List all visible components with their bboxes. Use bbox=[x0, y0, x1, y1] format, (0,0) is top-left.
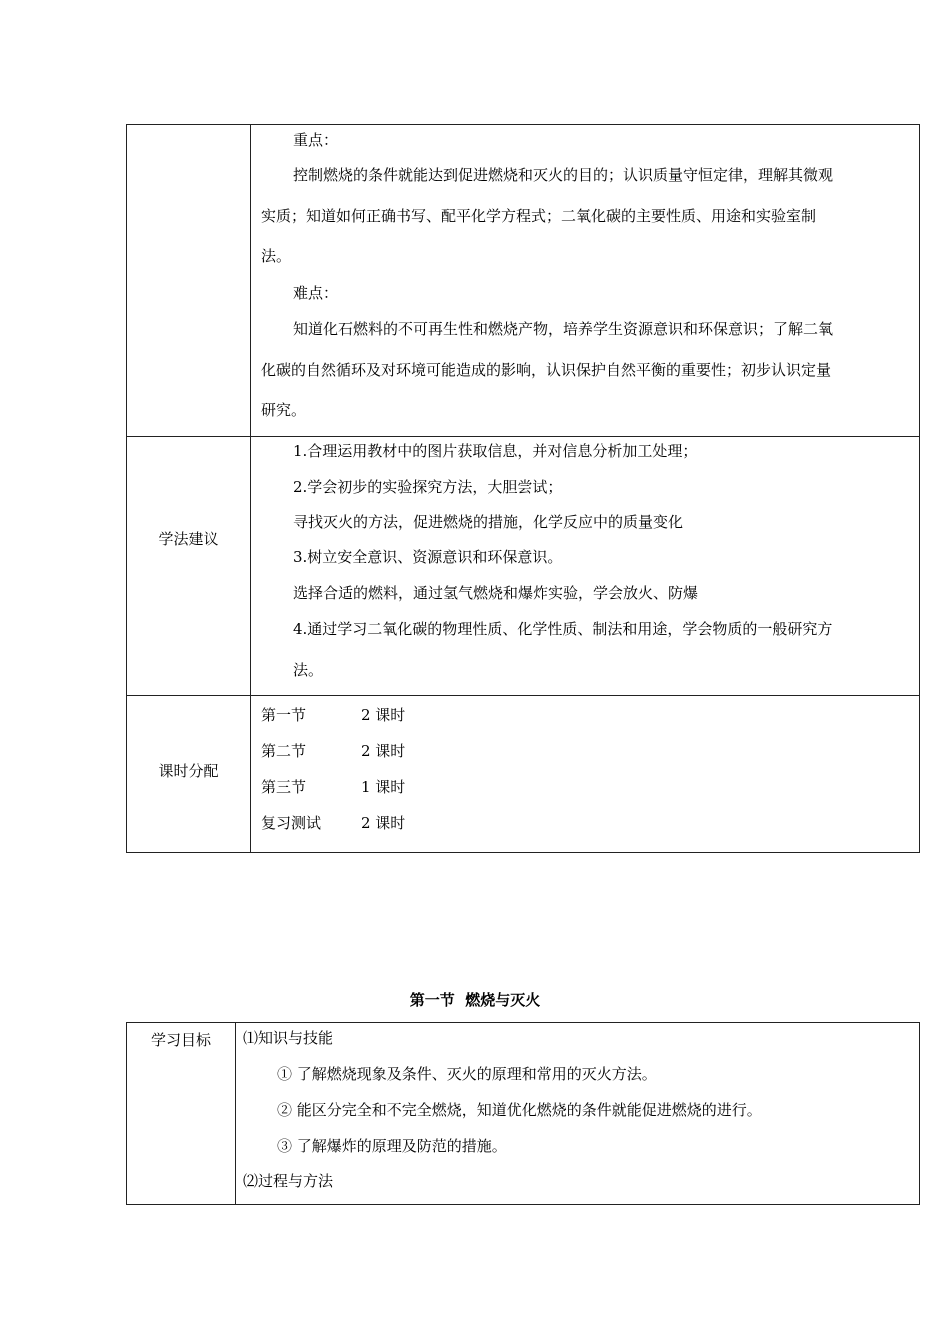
objectives-heading: ⑵过程与方法 bbox=[243, 1172, 334, 1190]
learning-objectives-table bbox=[126, 1022, 920, 1205]
study-method-item: 选择合适的燃料，通过氢气燃烧和爆炸实验，学会放火、防爆 bbox=[293, 584, 699, 602]
objective-item: ① 了解燃烧现象及条件、灭火的原理和常用的灭火方法。 bbox=[277, 1065, 657, 1083]
lesson-plan-table bbox=[126, 124, 920, 853]
study-method-item: 3.树立安全意识、资源意识和环保意识。 bbox=[293, 548, 563, 566]
row-label: 课时分配 bbox=[158, 762, 219, 780]
column-divider bbox=[235, 1023, 236, 1204]
study-method-item: 1.合理运用教材中的图片获取信息，并对信息分析加工处理； bbox=[293, 442, 698, 460]
table-row-study-methods bbox=[127, 436, 919, 695]
hours-value: 2 课时 bbox=[361, 814, 406, 832]
difficulties-text: 化碳的自然循环及对环境可能造成的影响，认识保护自然平衡的重要性；初步认识定量 bbox=[261, 361, 832, 379]
difficulties-text: 研究。 bbox=[261, 401, 307, 419]
objective-item: ③ 了解爆炸的原理及防范的措施。 bbox=[277, 1137, 507, 1155]
objective-item: ② 能区分完全和不完全燃烧，知道优化燃烧的条件就能促进燃烧的进行。 bbox=[277, 1101, 762, 1119]
study-method-item: 法。 bbox=[293, 661, 324, 679]
hours-section: 第三节 bbox=[261, 778, 307, 796]
hours-section: 第一节 bbox=[261, 706, 307, 724]
key-points-text: 法。 bbox=[261, 247, 292, 265]
key-points-heading: 重点： bbox=[293, 131, 339, 149]
row-label: 学法建议 bbox=[158, 530, 219, 548]
table-row-key-points bbox=[127, 125, 919, 436]
key-points-text: 实质；知道如何正确书写、配平化学方程式；二氧化碳的主要性质、用途和实验室制 bbox=[261, 207, 817, 225]
study-method-item: 4.通过学习二氧化碳的物理性质、化学性质、制法和用途，学会物质的一般研究方 bbox=[293, 620, 833, 638]
study-method-item: 寻找灭火的方法，促进燃烧的措施，化学反应中的质量变化 bbox=[293, 513, 684, 531]
table-row-hours bbox=[127, 695, 919, 854]
row-label: 学习目标 bbox=[150, 1031, 211, 1049]
hours-section: 复习测试 bbox=[261, 814, 322, 832]
hours-value: 2 课时 bbox=[361, 742, 406, 760]
hours-value: 2 课时 bbox=[361, 706, 406, 724]
section-title: 第一节 燃烧与灭火 bbox=[409, 991, 541, 1009]
hours-section: 第二节 bbox=[261, 742, 307, 760]
key-points-text: 控制燃烧的条件就能达到促进燃烧和灭火的目的；认识质量守恒定律，理解其微观 bbox=[293, 166, 834, 184]
difficulties-heading: 难点： bbox=[293, 284, 339, 302]
objectives-heading: ⑴知识与技能 bbox=[243, 1029, 334, 1047]
study-method-item: 2.学会初步的实验探究方法，大胆尝试； bbox=[293, 478, 563, 496]
difficulties-text: 知道化石燃料的不可再生性和燃烧产物，培养学生资源意识和环保意识；了解二氧 bbox=[293, 320, 834, 338]
hours-value: 1 课时 bbox=[361, 778, 406, 796]
